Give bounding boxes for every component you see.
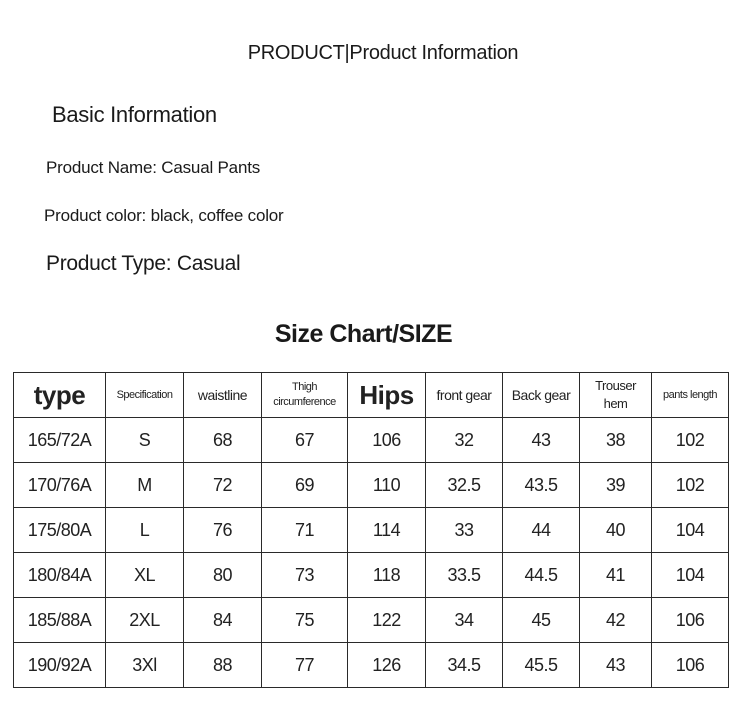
table-cell: 40	[580, 508, 652, 553]
section-title: Basic Information	[52, 102, 217, 127]
table-cell: S	[106, 418, 184, 463]
table-cell: 175/80A	[14, 508, 106, 553]
product-name-line: Product Name: Casual Pants	[46, 158, 261, 177]
table-cell: 43	[580, 643, 652, 688]
table-cell: 32	[426, 418, 503, 463]
header-trouser-line1: Trouser	[595, 378, 636, 393]
header-front-gear: front gear	[426, 373, 503, 418]
table-cell: 45	[503, 598, 580, 643]
table-cell: 44.5	[503, 553, 580, 598]
header-hips: Hips	[348, 373, 426, 418]
table-row	[14, 598, 729, 643]
table-cell: 106	[652, 598, 729, 643]
table-cell: 67	[262, 418, 348, 463]
table-cell: 68	[184, 418, 262, 463]
header-waistline: waistline	[184, 373, 262, 418]
table-cell: 122	[348, 598, 426, 643]
header-back-gear: Back gear	[503, 373, 580, 418]
table-cell: 44	[503, 508, 580, 553]
table-cell: 43.5	[503, 463, 580, 508]
table-cell: 84	[184, 598, 262, 643]
size-chart-title: Size Chart/SIZE	[274, 320, 453, 348]
table-cell: 165/72A	[14, 418, 106, 463]
header-type: type	[14, 373, 106, 418]
table-cell: 102	[652, 463, 729, 508]
table-cell: 43	[503, 418, 580, 463]
table-cell: 73	[262, 553, 348, 598]
table-cell: 185/88A	[14, 598, 106, 643]
table-cell: 104	[652, 553, 729, 598]
table-row	[14, 643, 729, 688]
product-type-line: Product Type: Casual	[46, 252, 241, 275]
table-cell: 34	[426, 598, 503, 643]
table-cell: L	[106, 508, 184, 553]
table-cell: 33.5	[426, 553, 503, 598]
table-cell: 41	[580, 553, 652, 598]
table-cell: 180/84A	[14, 553, 106, 598]
table-cell: 32.5	[426, 463, 503, 508]
table-row	[14, 418, 729, 463]
table-cell: 45.5	[503, 643, 580, 688]
page-title: PRODUCT|Product Information	[247, 42, 519, 64]
table-cell: 42	[580, 598, 652, 643]
table-cell: 39	[580, 463, 652, 508]
table-cell: 190/92A	[14, 643, 106, 688]
table-row	[14, 508, 729, 553]
size-chart-table	[13, 372, 729, 688]
table-cell: 76	[184, 508, 262, 553]
table-cell: 34.5	[426, 643, 503, 688]
table-cell: 126	[348, 643, 426, 688]
table-cell: 72	[184, 463, 262, 508]
header-thigh-circumference	[262, 373, 348, 418]
table-cell: 38	[580, 418, 652, 463]
table-cell: 170/76A	[14, 463, 106, 508]
header-specification: Specification	[106, 373, 184, 418]
header-thigh-line1: Thigh	[291, 381, 318, 393]
header-trouser-line2: hem	[603, 396, 628, 411]
table-row	[14, 463, 729, 508]
header-pants-length: pants length	[652, 373, 729, 418]
table-cell: 106	[348, 418, 426, 463]
table-cell: M	[106, 463, 184, 508]
product-color-line: Product color: black, coffee color	[44, 206, 284, 225]
table-cell: 69	[262, 463, 348, 508]
table-cell: 2XL	[106, 598, 184, 643]
table-cell: 80	[184, 553, 262, 598]
table-cell: 75	[262, 598, 348, 643]
table-cell: 110	[348, 463, 426, 508]
table-cell: 114	[348, 508, 426, 553]
table-cell: XL	[106, 553, 184, 598]
table-cell: 118	[348, 553, 426, 598]
table-cell: 102	[652, 418, 729, 463]
table-row	[14, 553, 729, 598]
table-cell: 104	[652, 508, 729, 553]
header-thigh-line2: circumference	[273, 396, 336, 408]
table-header-row	[14, 373, 729, 418]
header-trouser-hem	[580, 373, 652, 418]
table-cell: 71	[262, 508, 348, 553]
table-cell: 88	[184, 643, 262, 688]
table-cell: 3Xl	[106, 643, 184, 688]
table-cell: 77	[262, 643, 348, 688]
table-cell: 33	[426, 508, 503, 553]
table-cell: 106	[652, 643, 729, 688]
